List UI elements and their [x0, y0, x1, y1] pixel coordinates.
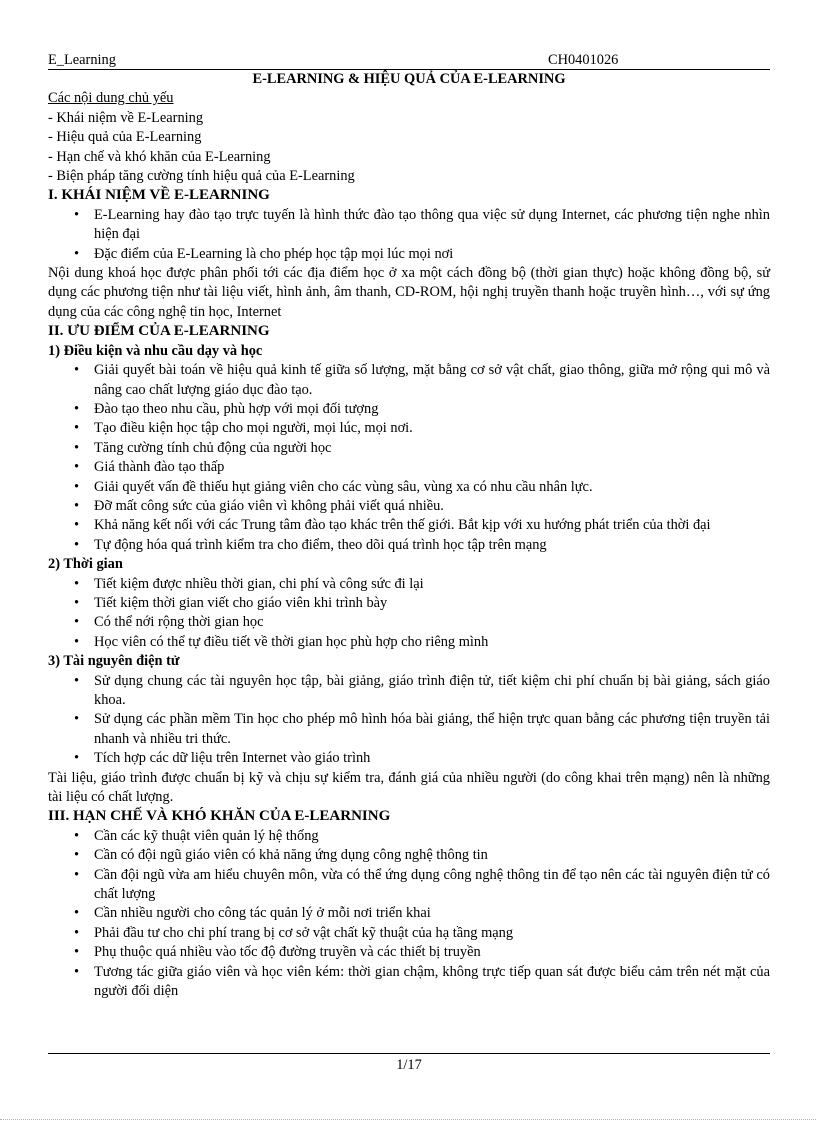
bullet-item: • Phải đầu tư cho chi phí trang bị cơ sở vật chất kỹ thuật của hạ tầng mạng: [48, 924, 770, 943]
section-3-bullets: [48, 827, 770, 1002]
toc-heading: Các nội dung chủ yếu: [48, 90, 174, 107]
toc-item: - Khái niệm về E-Learning: [48, 109, 204, 126]
section-1-bullets: [48, 206, 770, 264]
bullet-item: • Cần có đội ngũ giáo viên có khả năng ứng dụng công nghệ thông tin: [48, 846, 770, 865]
bullet-item: • Tạo điều kiện học tập cho mọi người, mọi lúc, mọi nơi.: [48, 419, 770, 438]
bullet-item: • Đặc điểm của E-Learning là cho phép học tập mọi lúc mọi nơi: [48, 245, 770, 264]
section-2-heading: II. ƯU ĐIỂM CỦA E-LEARNING: [48, 323, 270, 340]
bullet-item: • Tích hợp các dữ liệu trên Internet vào giáo trình: [48, 749, 770, 768]
page-break-divider: [0, 1119, 816, 1120]
section-1-paragraph: Nội dung khoá học được phân phối tới các địa điểm học ở xa một cách đồng bộ (thời gian thực) hoặc không đồng bộ, sử dụng các phương tiện như tài liệu viết, hình ảnh, âm thanh, CD-ROM, hội nghị truyền thanh hoặc truyền hình…, với sự ứng dụng của các công nghệ tin học, Internet: [48, 265, 770, 320]
bullet-item: • Giải quyết bài toán về hiệu quả kinh tế giữa số lượng, mặt bằng cơ sở vật chất, giao thông, giữa mở rộng qui mô và nâng cao chất lượng giáo dục đào tạo.: [48, 361, 770, 400]
subsection-1-heading: 1) Điều kiện và nhu cầu dạy và học: [48, 342, 263, 359]
subsection-3-paragraph: Tài liệu, giáo trình được chuẩn bị kỹ và chịu sự kiểm tra, đánh giá của nhiều người (do công khai trên mạng) nên là những tài liệu có chất lượng.: [48, 769, 770, 806]
header-right: CH0401026: [548, 52, 619, 68]
subsection-2-bullets: [48, 575, 770, 653]
bullet-item: • Tăng cường tính chủ động của người học: [48, 439, 770, 458]
bullet-item: • Phụ thuộc quá nhiều vào tốc độ đường truyền và các thiết bị truyền: [48, 943, 770, 962]
bullet-item: • Tiết kiệm thời gian viết cho giáo viên khi trình bày: [48, 594, 770, 613]
bullet-item: • Sử dụng các phần mềm Tin học cho phép mô hình hóa bài giảng, thể hiện trực quan bằng các phương tiện truyền tải nhanh và nhiều tri thức.: [48, 710, 770, 749]
bullet-item: • Cần đội ngũ vừa am hiểu chuyên môn, vừa có thể ứng dụng công nghệ thông tin để tạo nên các tài nguyên điện tử có chất lượng: [48, 866, 770, 905]
toc-item: - Hiệu quả của E-Learning: [48, 129, 202, 146]
bullet-item: • Cần nhiều người cho công tác quản lý ở mỗi nơi triển khai: [48, 904, 770, 923]
page-footer: [48, 1053, 770, 1075]
bullet-item: • Đỡ mất công sức của giáo viên vì không phải viết quá nhiều.: [48, 497, 770, 516]
document-title: E-LEARNING & HIỆU QUẢ CỦA E-LEARNING: [252, 71, 566, 87]
bullet-item: • E-Learning hay đào tạo trực tuyến là hình thức đào tạo thông qua việc sử dụng Internet, các phương tiện nghe nhìn hiện đại: [48, 206, 770, 245]
bullet-item: • Tương tác giữa giáo viên và học viên kém: thời gian chậm, không trực tiếp quan sát được biểu cảm trên nét mặt của người đối diện: [48, 963, 770, 1002]
toc-item: - Hạn chế và khó khăn của E-Learning: [48, 148, 271, 165]
section-1-heading: I. KHÁI NIỆM VỀ E-LEARNING: [48, 187, 270, 204]
subsection-3-heading: 3) Tài nguyên điện tử: [48, 653, 180, 670]
bullet-item: • Cần các kỹ thuật viên quản lý hệ thống: [48, 827, 770, 846]
bullet-item: • Học viên có thể tự điều tiết về thời gian học phù hợp cho riêng mình: [48, 633, 770, 652]
subsection-3-bullets: [48, 672, 770, 769]
subsection-2-heading: 2) Thời gian: [48, 556, 123, 573]
bullet-item: • Đào tạo theo nhu cầu, phù hợp với mọi đối tượng: [48, 400, 770, 419]
bullet-item: • Tiết kiệm được nhiều thời gian, chi phí và công sức đi lại: [48, 575, 770, 594]
subsection-1-bullets: [48, 361, 770, 555]
bullet-item: • Có thể nới rộng thời gian học: [48, 613, 770, 632]
page-header: [48, 52, 770, 70]
bullet-item: • Giải quyết vấn đề thiếu hụt giảng viên cho các vùng sâu, vùng xa có nhu cầu nhân lực.: [48, 478, 770, 497]
bullet-item: • Khả năng kết nối với các Trung tâm đào tạo khác trên thế giới. Bắt kịp với xu hướng phát triển của thời đại: [48, 516, 770, 535]
header-left: E_Learning: [48, 52, 116, 68]
page-number: 1/17: [396, 1057, 422, 1073]
section-3-heading: III. HẠN CHẾ VÀ KHÓ KHĂN CỦA E-LEARNING: [48, 808, 391, 825]
bullet-item: • Tự động hóa quá trình kiểm tra cho điểm, theo dõi quá trình học tập trên mạng: [48, 536, 770, 555]
toc-item: - Biện pháp tăng cường tính hiệu quả của E-Learning: [48, 168, 355, 185]
toc-list: [48, 109, 770, 187]
bullet-item: • Giá thành đào tạo thấp: [48, 458, 770, 477]
document-page: [48, 52, 770, 1002]
bullet-item: • Sử dụng chung các tài nguyên học tập, bài giảng, giáo trình điện tử, tiết kiệm chi phí chuẩn bị bài giảng, sách giáo khoa.: [48, 672, 770, 711]
